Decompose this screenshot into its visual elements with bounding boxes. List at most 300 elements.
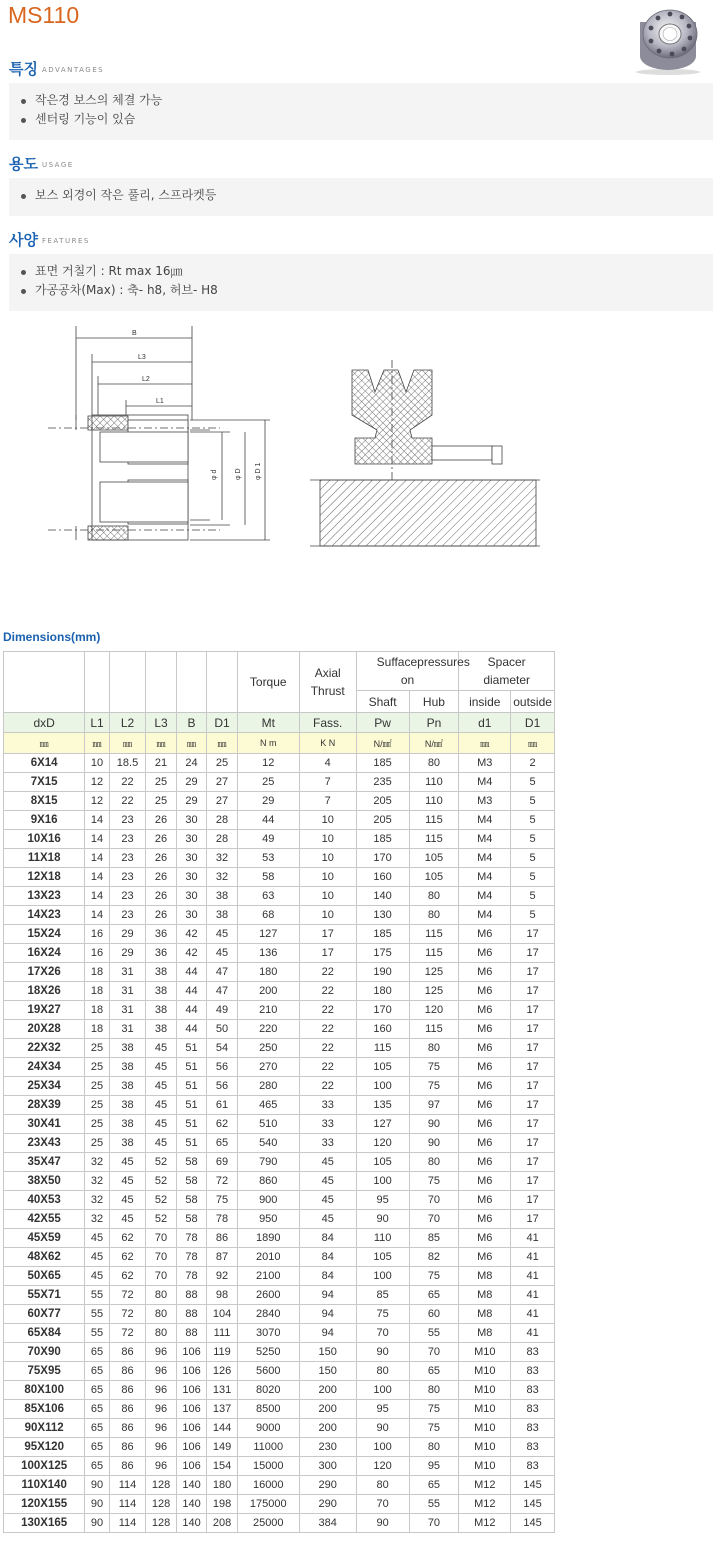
value-cell: 78 <box>207 1210 237 1229</box>
section-heading-en: FEATURES <box>41 236 90 245</box>
value-cell: 115 <box>409 811 459 830</box>
size-cell: 110X140 <box>4 1476 85 1495</box>
header-cell <box>207 652 237 713</box>
value-cell: M8 <box>459 1267 511 1286</box>
value-cell: 75 <box>409 1419 459 1438</box>
value-cell: 85 <box>409 1229 459 1248</box>
value-cell: 140 <box>176 1495 206 1514</box>
value-cell: 30 <box>176 849 206 868</box>
value-cell: 44 <box>176 982 206 1001</box>
value-cell: 465 <box>237 1096 299 1115</box>
value-cell: 17 <box>511 1020 555 1039</box>
value-cell: 51 <box>176 1058 206 1077</box>
value-cell: 51 <box>176 1115 206 1134</box>
value-cell: M4 <box>459 830 511 849</box>
value-cell: 55 <box>409 1324 459 1343</box>
value-cell: 69 <box>207 1153 237 1172</box>
value-cell: 80 <box>409 1381 459 1400</box>
value-cell: 58 <box>176 1172 206 1191</box>
value-cell: 22 <box>299 1020 356 1039</box>
value-cell: M6 <box>459 1115 511 1134</box>
value-cell: 111 <box>207 1324 237 1343</box>
value-cell: 106 <box>176 1362 206 1381</box>
section-heading-ko: 특징 <box>9 60 38 78</box>
table-row <box>4 1020 555 1039</box>
value-cell: 78 <box>176 1229 206 1248</box>
value-cell: 105 <box>356 1058 409 1077</box>
value-cell: 17 <box>511 925 555 944</box>
value-cell: 14 <box>85 849 109 868</box>
value-cell: 23 <box>109 849 146 868</box>
unit-cell: ㎜ <box>511 733 555 754</box>
list-item: 센터링 기능이 있슴 <box>9 110 713 129</box>
value-cell: 65 <box>207 1134 237 1153</box>
value-cell: 540 <box>237 1134 299 1153</box>
value-cell: 80 <box>409 1438 459 1457</box>
symbol-cell: Pw <box>356 713 409 733</box>
value-cell: 106 <box>176 1438 206 1457</box>
value-cell: M12 <box>459 1495 511 1514</box>
size-cell: 11X18 <box>4 849 85 868</box>
value-cell: 205 <box>356 811 409 830</box>
size-cell: 75X95 <box>4 1362 85 1381</box>
table-row <box>4 1115 555 1134</box>
value-cell: 125 <box>409 963 459 982</box>
value-cell: 29 <box>109 925 146 944</box>
symbol-cell: L1 <box>85 713 109 733</box>
value-cell: 45 <box>109 1153 146 1172</box>
value-cell: 5250 <box>237 1343 299 1362</box>
value-cell: M6 <box>459 1210 511 1229</box>
value-cell: 5 <box>511 906 555 925</box>
size-cell: 120X155 <box>4 1495 85 1514</box>
value-cell: 45 <box>207 925 237 944</box>
value-cell: 27 <box>207 773 237 792</box>
value-cell: 7 <box>299 773 356 792</box>
value-cell: 65 <box>409 1286 459 1305</box>
value-cell: 25000 <box>237 1514 299 1533</box>
value-cell: 75 <box>409 1077 459 1096</box>
value-cell: 114 <box>109 1476 146 1495</box>
unit-cell: N/㎟ <box>409 733 459 754</box>
value-cell: 154 <box>207 1457 237 1476</box>
section-heading-ko: 용도 <box>9 155 38 173</box>
value-cell: 45 <box>146 1096 176 1115</box>
value-cell: 114 <box>109 1495 146 1514</box>
table-row <box>4 1134 555 1153</box>
value-cell: 22 <box>299 1001 356 1020</box>
section-heading-advantages <box>9 58 104 79</box>
value-cell: 45 <box>299 1210 356 1229</box>
value-cell: 10 <box>299 887 356 906</box>
value-cell: 100 <box>356 1381 409 1400</box>
value-cell: 96 <box>146 1419 176 1438</box>
value-cell: 136 <box>237 944 299 963</box>
symbol-cell: D1 <box>207 713 237 733</box>
value-cell: 16 <box>85 944 109 963</box>
value-cell: 235 <box>356 773 409 792</box>
value-cell: 80 <box>146 1324 176 1343</box>
value-cell: 185 <box>356 830 409 849</box>
value-cell: 27 <box>207 792 237 811</box>
table-row <box>4 1058 555 1077</box>
value-cell: 25 <box>85 1115 109 1134</box>
value-cell: M12 <box>459 1476 511 1495</box>
header-torque: Torque <box>237 652 299 713</box>
value-cell: 65 <box>85 1362 109 1381</box>
size-cell: 130X165 <box>4 1514 85 1533</box>
value-cell: 30 <box>176 868 206 887</box>
value-cell: 38 <box>146 982 176 1001</box>
unit-cell: ㎜ <box>146 733 176 754</box>
size-cell: 25X34 <box>4 1077 85 1096</box>
value-cell: 5600 <box>237 1362 299 1381</box>
value-cell: 17 <box>511 1039 555 1058</box>
value-cell: 90 <box>85 1514 109 1533</box>
value-cell: 18 <box>85 1020 109 1039</box>
value-cell: M3 <box>459 754 511 773</box>
value-cell: 62 <box>109 1267 146 1286</box>
size-cell: 18X26 <box>4 982 85 1001</box>
value-cell: 75 <box>409 1172 459 1191</box>
value-cell: 185 <box>356 925 409 944</box>
size-cell: 60X77 <box>4 1305 85 1324</box>
value-cell: M6 <box>459 1001 511 1020</box>
symbol-cell: L3 <box>146 713 176 733</box>
size-cell: 14X23 <box>4 906 85 925</box>
value-cell: 18.5 <box>109 754 146 773</box>
size-cell: 17X26 <box>4 963 85 982</box>
value-cell: 290 <box>299 1476 356 1495</box>
value-cell: M6 <box>459 1134 511 1153</box>
value-cell: 145 <box>511 1476 555 1495</box>
value-cell: 115 <box>409 1020 459 1039</box>
value-cell: 29 <box>237 792 299 811</box>
value-cell: 28 <box>207 830 237 849</box>
value-cell: 12 <box>85 792 109 811</box>
value-cell: 65 <box>409 1476 459 1495</box>
value-cell: M10 <box>459 1438 511 1457</box>
value-cell: 175000 <box>237 1495 299 1514</box>
value-cell: M6 <box>459 1153 511 1172</box>
value-cell: 65 <box>409 1362 459 1381</box>
value-cell: 94 <box>299 1286 356 1305</box>
value-cell: 65 <box>85 1438 109 1457</box>
value-cell: 26 <box>146 868 176 887</box>
size-cell: 30X41 <box>4 1115 85 1134</box>
value-cell: 22 <box>109 792 146 811</box>
value-cell: 65 <box>85 1457 109 1476</box>
value-cell: 145 <box>511 1495 555 1514</box>
value-cell: 4 <box>299 754 356 773</box>
table-row <box>4 1495 555 1514</box>
value-cell: M8 <box>459 1324 511 1343</box>
size-cell: 42X55 <box>4 1210 85 1229</box>
value-cell: 137 <box>207 1400 237 1419</box>
value-cell: 25 <box>85 1039 109 1058</box>
value-cell: 26 <box>146 906 176 925</box>
table-row <box>4 1381 555 1400</box>
header-surface-pressures: Suffacepressures on <box>356 652 459 691</box>
value-cell: 170 <box>356 849 409 868</box>
value-cell: 58 <box>176 1153 206 1172</box>
value-cell: 26 <box>146 887 176 906</box>
value-cell: 150 <box>299 1343 356 1362</box>
value-cell: 38 <box>207 887 237 906</box>
value-cell: 3070 <box>237 1324 299 1343</box>
value-cell: 7 <box>299 792 356 811</box>
value-cell: 115 <box>409 830 459 849</box>
value-cell: 70 <box>356 1324 409 1343</box>
value-cell: 10 <box>299 811 356 830</box>
value-cell: 72 <box>109 1305 146 1324</box>
value-cell: 31 <box>109 1001 146 1020</box>
value-cell: 180 <box>356 982 409 1001</box>
value-cell: 190 <box>356 963 409 982</box>
value-cell: 30 <box>176 887 206 906</box>
symbol-cell: Fass. <box>299 713 356 733</box>
value-cell: 47 <box>207 982 237 1001</box>
value-cell: 160 <box>356 868 409 887</box>
unit-cell: N m <box>237 733 299 754</box>
value-cell: 38 <box>146 1020 176 1039</box>
value-cell: 83 <box>511 1343 555 1362</box>
value-cell: 80 <box>356 1476 409 1495</box>
value-cell: 8500 <box>237 1400 299 1419</box>
dim-label-b: B <box>132 330 137 337</box>
value-cell: 14 <box>85 906 109 925</box>
value-cell: 135 <box>356 1096 409 1115</box>
value-cell: 45 <box>146 1058 176 1077</box>
value-cell: 90 <box>356 1343 409 1362</box>
value-cell: 95 <box>356 1400 409 1419</box>
value-cell: 38 <box>109 1115 146 1134</box>
value-cell: 44 <box>237 811 299 830</box>
value-cell: 45 <box>207 944 237 963</box>
value-cell: 120 <box>409 1001 459 1020</box>
value-cell: 41 <box>511 1267 555 1286</box>
value-cell: 170 <box>356 1001 409 1020</box>
size-cell: 15X24 <box>4 925 85 944</box>
value-cell: 175 <box>356 944 409 963</box>
value-cell: 90 <box>356 1514 409 1533</box>
value-cell: 49 <box>207 1001 237 1020</box>
value-cell: 10 <box>299 830 356 849</box>
value-cell: 42 <box>176 944 206 963</box>
value-cell: 50 <box>207 1020 237 1039</box>
value-cell: 119 <box>207 1343 237 1362</box>
value-cell: 144 <box>207 1419 237 1438</box>
value-cell: 1890 <box>237 1229 299 1248</box>
dim-label-l1: L1 <box>156 398 164 405</box>
value-cell: 90 <box>409 1115 459 1134</box>
value-cell: 150 <box>299 1362 356 1381</box>
value-cell: 18 <box>85 982 109 1001</box>
value-cell: 88 <box>176 1286 206 1305</box>
section-heading-ko: 사양 <box>9 231 38 249</box>
value-cell: 90 <box>85 1495 109 1514</box>
value-cell: 49 <box>237 830 299 849</box>
value-cell: 87 <box>207 1248 237 1267</box>
size-cell: 23X43 <box>4 1134 85 1153</box>
value-cell: M6 <box>459 1172 511 1191</box>
value-cell: 32 <box>207 849 237 868</box>
header-outside: outside <box>511 691 555 713</box>
value-cell: 58 <box>176 1210 206 1229</box>
value-cell: 23 <box>109 887 146 906</box>
size-cell: 22X32 <box>4 1039 85 1058</box>
table-row <box>4 830 555 849</box>
size-cell: 95X120 <box>4 1438 85 1457</box>
unit-cell: ㎜ <box>207 733 237 754</box>
value-cell: 86 <box>109 1419 146 1438</box>
value-cell: 62 <box>109 1248 146 1267</box>
value-cell: M8 <box>459 1286 511 1305</box>
value-cell: 17 <box>511 1001 555 1020</box>
unit-cell: N/㎟ <box>356 733 409 754</box>
value-cell: 2010 <box>237 1248 299 1267</box>
size-cell: 28X39 <box>4 1096 85 1115</box>
header-axial-thrust: Axial Thrust <box>299 652 356 713</box>
table-row <box>4 868 555 887</box>
table-row <box>4 1096 555 1115</box>
value-cell: 45 <box>109 1172 146 1191</box>
value-cell: 128 <box>146 1495 176 1514</box>
table-row <box>4 963 555 982</box>
value-cell: 45 <box>146 1115 176 1134</box>
table-row <box>4 1438 555 1457</box>
value-cell: M3 <box>459 792 511 811</box>
value-cell: 75 <box>207 1191 237 1210</box>
section-heading-usage <box>9 153 74 174</box>
product-photo <box>632 4 704 76</box>
header-spacer-diameter: Spacer diameter <box>459 652 555 691</box>
value-cell: 96 <box>146 1457 176 1476</box>
value-cell: 45 <box>299 1191 356 1210</box>
value-cell: 44 <box>176 1001 206 1020</box>
value-cell: 31 <box>109 963 146 982</box>
value-cell: 105 <box>356 1248 409 1267</box>
dimensions-table <box>3 651 555 1533</box>
value-cell: 45 <box>299 1153 356 1172</box>
value-cell: 105 <box>409 868 459 887</box>
value-cell: 300 <box>299 1457 356 1476</box>
value-cell: 45 <box>85 1229 109 1248</box>
value-cell: 51 <box>176 1134 206 1153</box>
value-cell: 200 <box>237 982 299 1001</box>
product-title: MS110 <box>8 2 80 28</box>
value-cell: M6 <box>459 1039 511 1058</box>
value-cell: 96 <box>146 1362 176 1381</box>
value-cell: 51 <box>176 1077 206 1096</box>
value-cell: 80 <box>409 754 459 773</box>
usage-box <box>9 178 713 216</box>
value-cell: 84 <box>299 1248 356 1267</box>
value-cell: 200 <box>299 1419 356 1438</box>
value-cell: 2600 <box>237 1286 299 1305</box>
value-cell: 126 <box>207 1362 237 1381</box>
value-cell: M4 <box>459 811 511 830</box>
value-cell: 32 <box>85 1172 109 1191</box>
table-row <box>4 1324 555 1343</box>
header-cell <box>109 652 146 713</box>
value-cell: 80 <box>356 1362 409 1381</box>
list-item: 가공공차(Max) : 축- h8, 허브- H8 <box>9 281 713 300</box>
value-cell: 280 <box>237 1077 299 1096</box>
symbol-cell: D1 <box>511 713 555 733</box>
size-cell: 55X71 <box>4 1286 85 1305</box>
symbol-cell: Pn <box>409 713 459 733</box>
value-cell: M10 <box>459 1362 511 1381</box>
unit-cell: ㎜ <box>85 733 109 754</box>
size-cell: 16X24 <box>4 944 85 963</box>
value-cell: 62 <box>109 1229 146 1248</box>
value-cell: 106 <box>176 1343 206 1362</box>
header-cell <box>85 652 109 713</box>
value-cell: 22 <box>299 1039 356 1058</box>
value-cell: 72 <box>207 1172 237 1191</box>
value-cell: 31 <box>109 982 146 1001</box>
symbol-cell: dxD <box>4 713 85 733</box>
symbol-cell: B <box>176 713 206 733</box>
value-cell: 115 <box>356 1039 409 1058</box>
value-cell: 30 <box>176 906 206 925</box>
list-item: 보스 외경이 작은 풀리, 스프라켓등 <box>9 186 713 205</box>
value-cell: 120 <box>356 1457 409 1476</box>
value-cell: 70 <box>409 1191 459 1210</box>
value-cell: 45 <box>85 1248 109 1267</box>
value-cell: 860 <box>237 1172 299 1191</box>
value-cell: 70 <box>409 1514 459 1533</box>
value-cell: 220 <box>237 1020 299 1039</box>
value-cell: 115 <box>409 944 459 963</box>
value-cell: 140 <box>356 887 409 906</box>
symbol-cell: Mt <box>237 713 299 733</box>
value-cell: 26 <box>146 830 176 849</box>
value-cell: 17 <box>511 982 555 1001</box>
value-cell: 90 <box>409 1134 459 1153</box>
value-cell: 41 <box>511 1324 555 1343</box>
value-cell: 290 <box>299 1495 356 1514</box>
size-cell: 24X34 <box>4 1058 85 1077</box>
value-cell: 12 <box>85 773 109 792</box>
value-cell: 110 <box>409 773 459 792</box>
value-cell: M4 <box>459 773 511 792</box>
size-cell: 7X15 <box>4 773 85 792</box>
value-cell: M6 <box>459 982 511 1001</box>
value-cell: 210 <box>237 1001 299 1020</box>
value-cell: 23 <box>109 830 146 849</box>
value-cell: 185 <box>356 754 409 773</box>
value-cell: 128 <box>146 1514 176 1533</box>
value-cell: 145 <box>511 1514 555 1533</box>
value-cell: 33 <box>299 1096 356 1115</box>
value-cell: 95 <box>409 1457 459 1476</box>
value-cell: 205 <box>356 792 409 811</box>
value-cell: 90 <box>356 1419 409 1438</box>
table-row <box>4 1153 555 1172</box>
header-cell <box>4 652 85 713</box>
value-cell: 14 <box>85 811 109 830</box>
value-cell: 23 <box>109 906 146 925</box>
value-cell: 17 <box>511 1077 555 1096</box>
value-cell: 33 <box>299 1134 356 1153</box>
value-cell: M6 <box>459 1229 511 1248</box>
value-cell: 17 <box>511 1172 555 1191</box>
dim-label-l3: L3 <box>138 354 146 361</box>
table-row <box>4 982 555 1001</box>
value-cell: 790 <box>237 1153 299 1172</box>
